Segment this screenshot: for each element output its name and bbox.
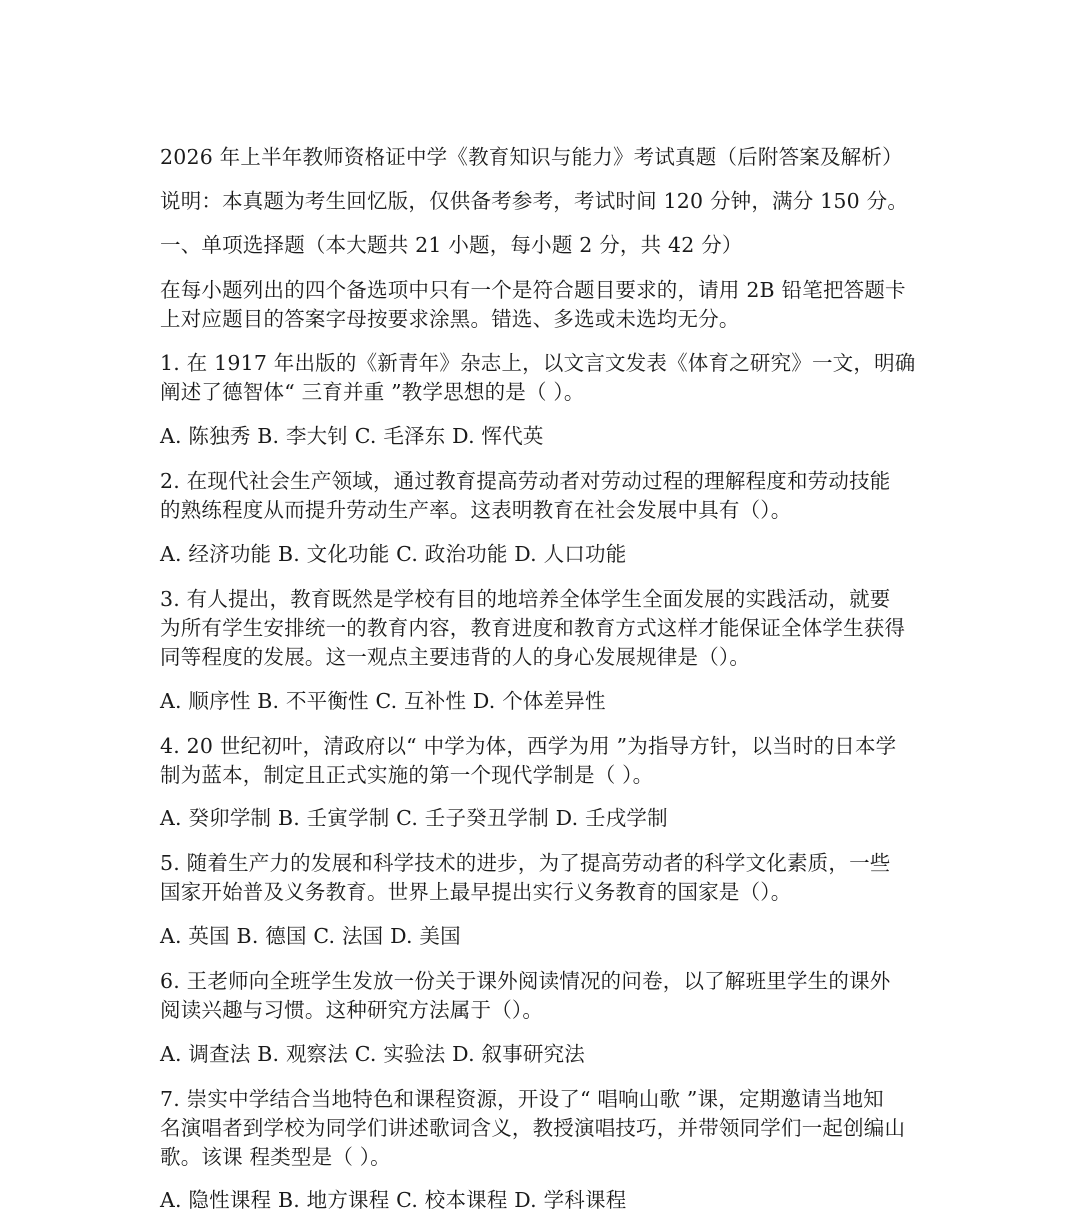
question-stem-line: 阅读兴趣与习惯。这种研究方法属于（）。 bbox=[160, 998, 544, 1022]
question-1-options: A. 陈独秀 B. 李大钊 C. 毛泽东 D. 恽代英 bbox=[160, 424, 544, 448]
question-4-stem bbox=[160, 732, 930, 790]
question-3-options: A. 顺序性 B. 不平衡性 C. 互补性 D. 个体差异性 bbox=[160, 689, 606, 713]
question-3-stem bbox=[160, 585, 930, 672]
question-1-stem bbox=[160, 349, 930, 407]
instructions-line: 上对应题目的答案字母按要求涂黑。错选、多选或未选均无分。 bbox=[160, 307, 740, 331]
question-stem-line: 3. 有人提出，教育既然是学校有目的地培养全体学生全面发展的实践活动，就要 bbox=[160, 587, 891, 611]
question-stem-line: 名演唱者到学校为同学们讲述歌词含义，教授演唱技巧，并带领同学们一起创编山 bbox=[160, 1116, 906, 1140]
question-2-stem bbox=[160, 467, 930, 525]
question-stem-line: 制为蓝本，制定且正式实施的第一个现代学制是（ ）。 bbox=[160, 763, 654, 787]
question-6-stem bbox=[160, 967, 930, 1025]
question-stem-line: 4. 20 世纪初叶，清政府以“ 中学为体，西学为用 ”为指导方针，以当时的日本学 bbox=[160, 734, 897, 758]
question-stem-line: 的熟练程度从而提升劳动生产率。这表明教育在社会发展中具有（）。 bbox=[160, 498, 792, 522]
question-stem-line: 7. 崇实中学结合当地特色和课程资源，开设了“ 唱响山歌 ”课，定期邀请当地知 bbox=[160, 1087, 884, 1111]
document-title: 2026 年上半年教师资格证中学《教育知识与能力》考试真题（后附答案及解析） bbox=[160, 145, 903, 169]
instructions bbox=[160, 276, 930, 334]
question-7-options: A. 隐性课程 B. 地方课程 C. 校本课程 D. 学科课程 bbox=[160, 1188, 627, 1212]
question-5-options: A. 英国 B. 德国 C. 法国 D. 美国 bbox=[160, 924, 461, 948]
question-stem-line: 1. 在 1917 年出版的《新青年》杂志上，以文言文发表《体育之研究》一文，明确 bbox=[160, 351, 916, 375]
question-stem-line: 6. 王老师向全班学生发放一份关于课外阅读情况的问卷，以了解班里学生的课外 bbox=[160, 969, 891, 993]
question-6-options: A. 调查法 B. 观察法 C. 实验法 D. 叙事研究法 bbox=[160, 1042, 586, 1066]
question-stem-line: 同等程度的发展。这一观点主要违背的人的身心发展规律是（）。 bbox=[160, 645, 751, 669]
question-5-stem bbox=[160, 849, 930, 907]
question-stem-line: 2. 在现代社会生产领域，通过教育提高劳动者对劳动过程的理解程度和劳动技能 bbox=[160, 469, 891, 493]
question-stem-line: 为所有学生安排统一的教育内容，教育进度和教育方式这样才能保证全体学生获得 bbox=[160, 616, 906, 640]
instructions-line: 在每小题列出的四个备选项中只有一个是符合题目要求的，请用 2B 铅笔把答题卡 bbox=[160, 278, 906, 302]
exam-note: 说明：本真题为考生回忆版，仅供备考参考，考试时间 120 分钟，满分 150 分。 bbox=[160, 189, 909, 213]
question-7-stem bbox=[160, 1085, 930, 1172]
question-2-options: A. 经济功能 B. 文化功能 C. 政治功能 D. 人口功能 bbox=[160, 542, 627, 566]
question-stem-line: 歌。该课 程类型是（ ）。 bbox=[160, 1145, 391, 1169]
question-stem-line: 国家开始普及义务教育。世界上最早提出实行义务教育的国家是（）。 bbox=[160, 880, 792, 904]
section-heading: 一、单项选择题（本大题共 21 小题，每小题 2 分，共 42 分） bbox=[160, 233, 743, 257]
question-stem-line: 阐述了德智体“ 三育并重 ”教学思想的是（ ）。 bbox=[160, 380, 585, 404]
question-stem-line: 5. 随着生产力的发展和科学技术的进步，为了提高劳动者的科学文化素质，一些 bbox=[160, 851, 891, 875]
question-4-options: A. 癸卯学制 B. 壬寅学制 C. 壬子癸丑学制 D. 壬戌学制 bbox=[160, 806, 668, 830]
